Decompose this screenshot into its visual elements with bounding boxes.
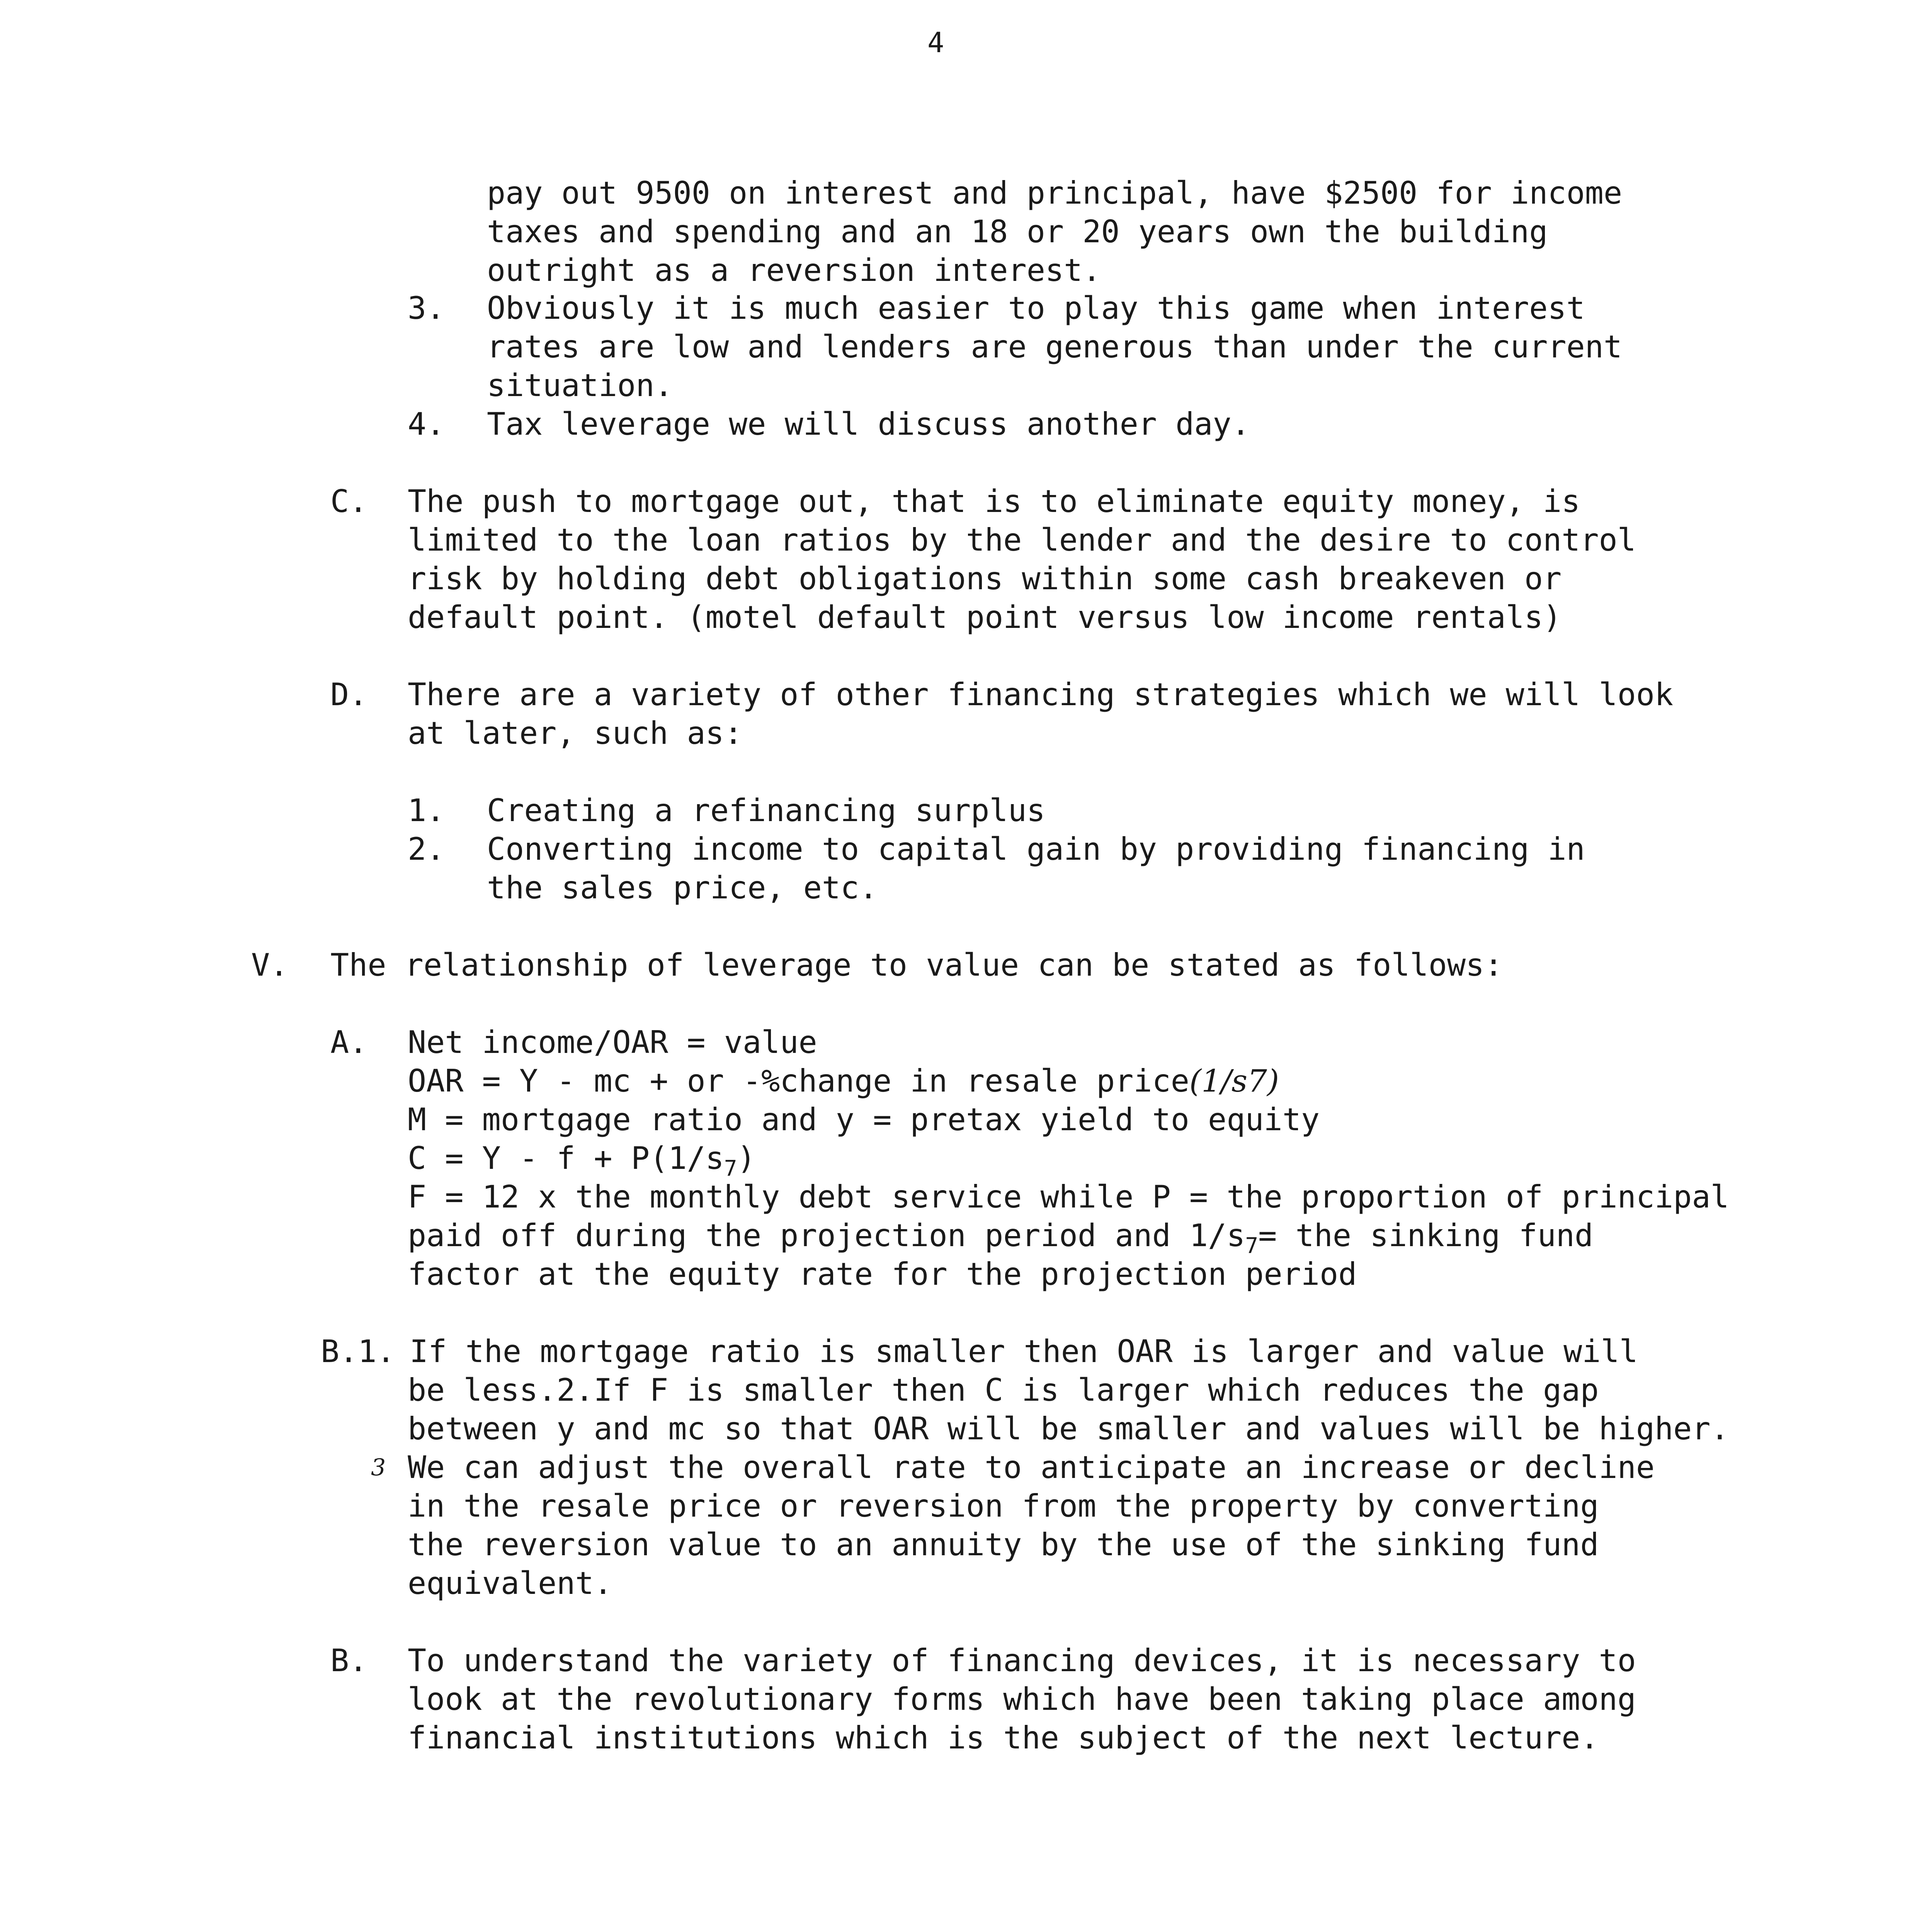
text-line: [408, 1062, 1279, 1100]
text-line: be less.2.If F is smaller then C is larger which reduces the gap: [408, 1372, 1599, 1408]
text-line: situation.: [487, 367, 673, 403]
text-line: at later, such as:: [408, 715, 743, 751]
text-line: limited to the loan ratios by the lender and the desire to control: [408, 522, 1636, 558]
item-marker: 3: [371, 1454, 386, 1481]
item-marker: B.1.: [321, 1333, 395, 1369]
text-line: The relationship of leverage to value can be stated as follows:: [330, 947, 1503, 983]
handwritten-annotation: (1/s7): [1189, 1063, 1279, 1099]
text-segment: ): [737, 1140, 756, 1176]
section-marker: V.: [251, 947, 289, 983]
text-line: taxes and spending and an 18 or 20 years own the building: [487, 214, 1548, 250]
text-line: [408, 1139, 756, 1181]
text-line: the sales price, etc.: [487, 870, 878, 906]
text-line: If the mortgage ratio is smaller then OAR is larger and value will: [410, 1333, 1638, 1369]
text-line: Creating a refinancing surplus: [487, 793, 1045, 828]
text-line: look at the revolutionary forms which have been taking place among: [408, 1681, 1636, 1717]
text-line: the reversion value to an annuity by the use of the sinking fund: [408, 1527, 1599, 1563]
text-line: equivalent.: [408, 1565, 612, 1601]
text-line: default point. (motel default point versus low income rentals): [408, 599, 1562, 635]
text-line: risk by holding debt obligations within some cash breakeven or: [408, 561, 1562, 597]
text-line: We can adjust the overall rate to anticipate an increase or decline: [408, 1449, 1655, 1485]
text-line: [408, 1216, 1594, 1259]
item-marker: 4.: [408, 406, 445, 442]
item-marker: 3.: [408, 290, 445, 326]
text-line: between y and mc so that OAR will be smaller and values will be higher.: [408, 1411, 1729, 1447]
item-marker: 2.: [408, 831, 445, 867]
item-marker: D.: [330, 677, 368, 713]
text-line: in the resale price or reversion from the property by converting: [408, 1488, 1599, 1524]
text-segment: C = Y - f + P(1/s: [408, 1140, 724, 1176]
text-line: Net income/OAR = value: [408, 1024, 817, 1060]
text-segment: OAR = Y - mc + or -%change in resale price: [408, 1063, 1189, 1099]
text-line: pay out 9500 on interest and principal, have $2500 for income: [487, 175, 1623, 211]
text-line: There are a variety of other financing strategies which we will look: [408, 677, 1674, 713]
text-line: outright as a reversion interest.: [487, 252, 1101, 288]
item-marker: A.: [330, 1024, 368, 1060]
text-line: M = mortgage ratio and y = pretax yield to equity: [408, 1102, 1320, 1138]
text-line: F = 12 x the monthly debt service while P = the proportion of principal: [408, 1179, 1729, 1215]
text-line: financial institutions which is the subject of the next lecture.: [408, 1720, 1599, 1756]
text-line: The push to mortgage out, that is to eliminate equity money, is: [408, 483, 1580, 519]
text-segment: = the sinking fund: [1258, 1218, 1594, 1253]
item-marker: 1.: [408, 793, 445, 828]
text-line: factor at the equity rate for the projection period: [408, 1256, 1357, 1292]
item-marker: B.: [330, 1643, 368, 1679]
text-line: To understand the variety of financing devices, it is necessary to: [408, 1643, 1636, 1679]
text-line: rates are low and lenders are generous than under the current: [487, 329, 1623, 365]
text-line: Tax leverage we will discuss another day.: [487, 406, 1250, 442]
text-line: Converting income to capital gain by providing financing in: [487, 831, 1585, 867]
text-line: Obviously it is much easier to play this game when interest: [487, 290, 1585, 326]
item-marker: C.: [330, 483, 368, 519]
subscript: 7: [724, 1156, 737, 1181]
subscript: 7: [1245, 1233, 1259, 1259]
text-segment: paid off during the projection period and 1/s: [408, 1218, 1245, 1253]
page-number: 4: [927, 26, 944, 59]
